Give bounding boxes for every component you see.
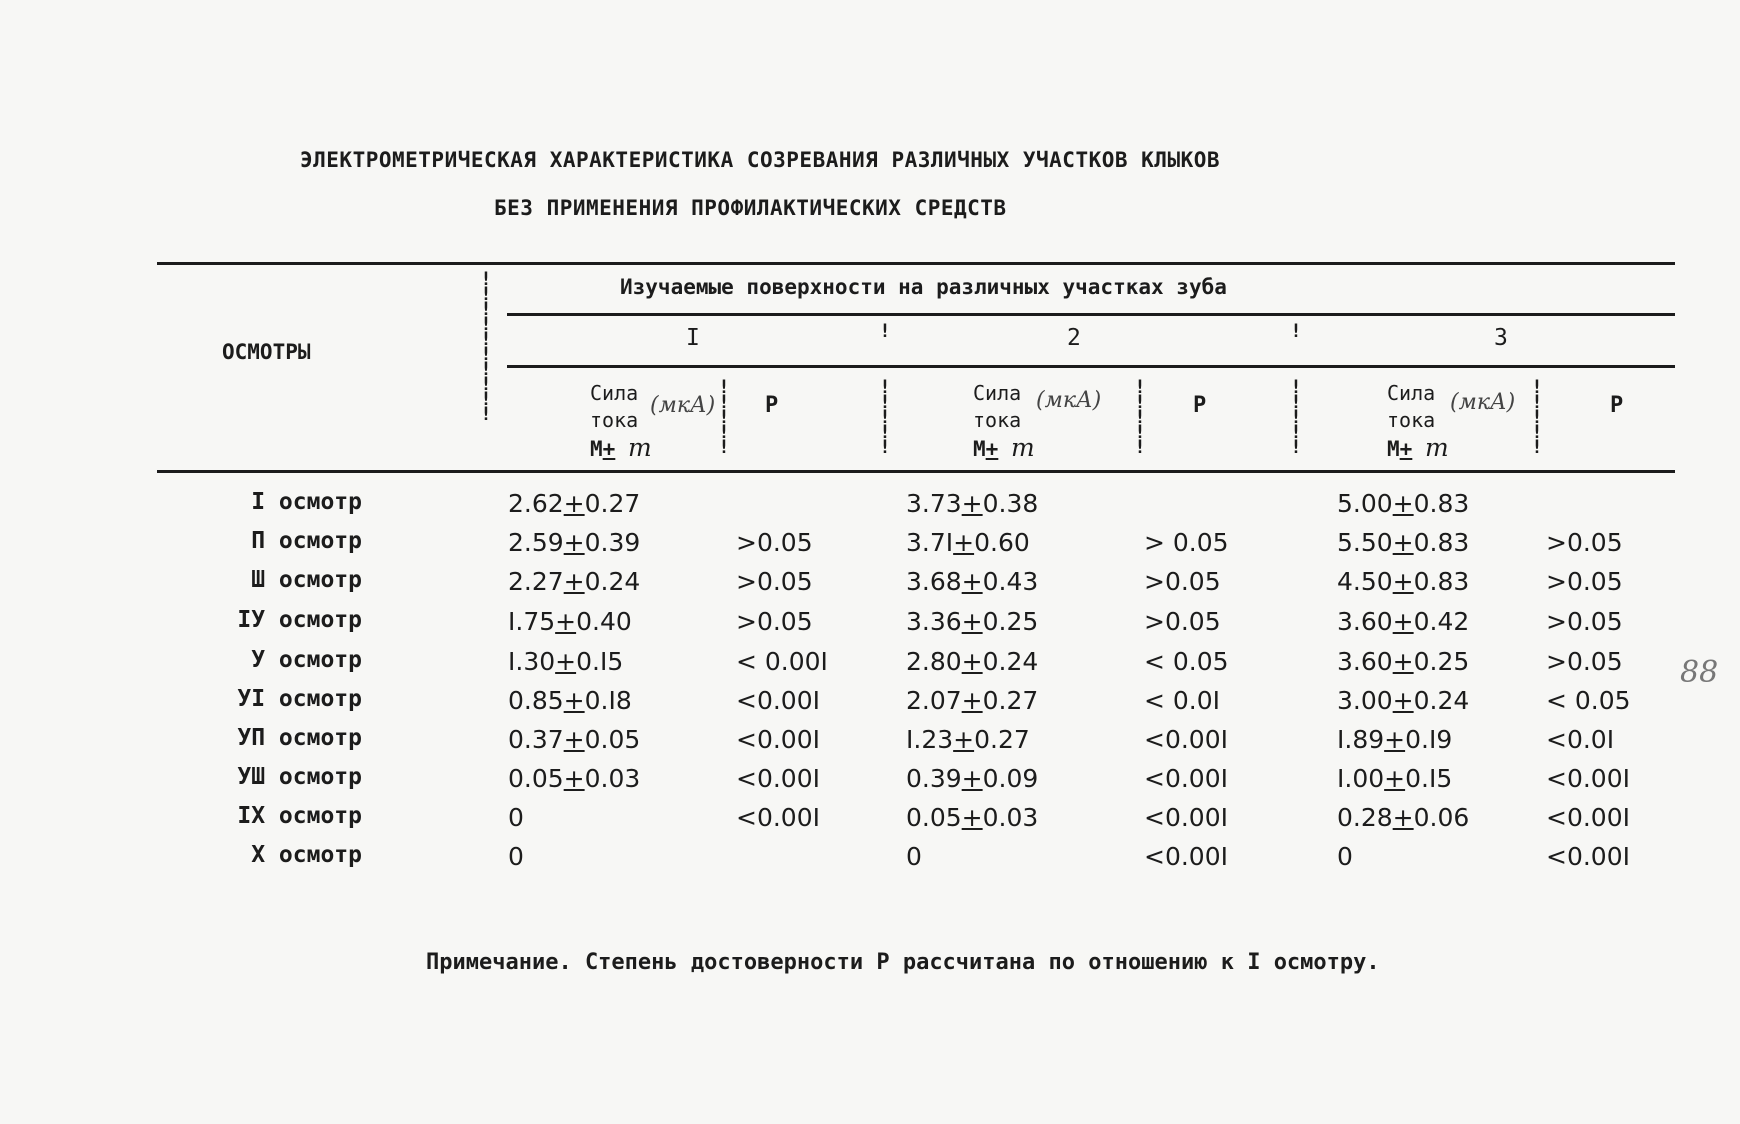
current-value-cell [906, 686, 1038, 715]
error-value: 0.25 [982, 607, 1039, 636]
plus-minus-sign: + [1392, 803, 1414, 832]
sila-toka-header: Сила тока [973, 381, 1022, 432]
margin-handwritten-mark: 88 [1680, 655, 1719, 690]
p-value-cell: <0.00I [1546, 842, 1630, 871]
column-separator: ! ! ! ! ! [718, 376, 730, 458]
error-value: 0.83 [1413, 489, 1470, 518]
column-separator: ! ! ! ! ! [1531, 376, 1543, 458]
mean-value: 2.62 [508, 489, 564, 518]
plus-minus-sign: + [563, 725, 585, 754]
mean-value: 0.05 [508, 764, 564, 793]
mean-value: I.89 [1337, 725, 1385, 754]
mean-value: I.75 [508, 607, 556, 636]
p-value-cell: <0.00I [1144, 725, 1228, 754]
p-value-cell: >0.05 [1546, 567, 1623, 596]
row-label: X осмотр [251, 842, 362, 868]
p-value-cell: >0.05 [1144, 567, 1221, 596]
plus-minus-sign: + [953, 528, 975, 557]
error-value: 0.24 [1413, 686, 1470, 715]
error-value: 0.27 [584, 489, 641, 518]
p-value-cell: <0.00I [1546, 764, 1630, 793]
unit-annotation: (мкА) [1036, 388, 1102, 413]
plus-minus-sign: + [555, 607, 577, 636]
table-footnote: Примечание. Степень достоверности Р рассчитана по отношению к I осмотру. [426, 950, 1380, 975]
plus-minus-sign: + [1384, 725, 1406, 754]
plus-minus-sign: + [961, 686, 983, 715]
error-value: 0.I5 [1405, 764, 1453, 793]
plus-minus-sign: + [1392, 489, 1414, 518]
error-value: 0.60 [974, 528, 1030, 557]
mean-value: 2.59 [508, 528, 564, 557]
sila-toka-header: Сила тока [590, 381, 639, 432]
p-column-header: Р [1193, 393, 1207, 418]
current-value-cell [906, 489, 1038, 518]
document-title-line2: БЕЗ ПРИМЕНЕНИЯ ПРОФИЛАКТИЧЕСКИХ СРЕДСТВ [494, 196, 1007, 220]
table-row [0, 686, 1740, 725]
plus-minus-sign: + [563, 567, 585, 596]
plus-minus-sign: + [953, 725, 975, 754]
row-label: IУ осмотр [237, 607, 362, 633]
mean-value: I.30 [508, 647, 556, 676]
current-value-cell [1337, 528, 1469, 557]
p-column-header: Р [1610, 393, 1624, 418]
document-title-line1: ЭЛЕКТРОМЕТРИЧЕСКАЯ ХАРАКТЕРИСТИКА СОЗРЕВАНИЯ РАЗЛИЧНЫХ УЧАСТКОВ КЛЫКОВ [300, 148, 1221, 172]
p-value-cell: < 0.05 [1144, 647, 1229, 676]
plus-minus-sign: + [563, 686, 585, 715]
plus-minus-sign: + [961, 764, 983, 793]
error-value: 0.38 [982, 489, 1039, 518]
row-label: У осмотр [251, 647, 362, 673]
plus-minus-sign: + [1392, 647, 1414, 676]
table-row [0, 725, 1740, 764]
column-separator: ! [879, 320, 891, 342]
mean-value: 3.7I [906, 528, 954, 557]
mean-value: 5.00 [1337, 489, 1393, 518]
current-value-cell [508, 842, 524, 871]
mean-value: 0 [508, 842, 524, 871]
current-value-cell [1337, 725, 1452, 754]
mean-error-header: М+ m [590, 433, 652, 462]
unit-annotation: (мкА) [1450, 390, 1516, 415]
error-value: 0.03 [982, 803, 1039, 832]
p-value-cell: <0.00I [736, 803, 820, 832]
plus-minus-sign: + [961, 647, 983, 676]
mean-value: I.00 [1337, 764, 1385, 793]
error-value: 0.I5 [576, 647, 624, 676]
unit-annotation: (мкА) [650, 393, 716, 418]
p-value-cell: > 0.05 [1144, 528, 1229, 557]
error-value: 0.I9 [1405, 725, 1453, 754]
sila-toka-header: Сила тока [1387, 381, 1436, 432]
mean-value: 3.68 [906, 567, 962, 596]
current-value-cell [508, 489, 640, 518]
table-rule-group [507, 313, 1675, 316]
p-value-cell: <0.00I [736, 686, 820, 715]
current-value-cell [906, 764, 1038, 793]
table-row [0, 489, 1740, 528]
mean-value: 2.07 [906, 686, 962, 715]
plus-minus-sign: + [961, 607, 983, 636]
current-value-cell [1337, 567, 1469, 596]
error-value: 0.27 [974, 725, 1030, 754]
p-value-cell: < 0.00I [736, 647, 828, 676]
current-value-cell [1337, 842, 1353, 871]
table-rule-subgroup [507, 365, 1675, 368]
plus-minus-sign: + [1392, 567, 1414, 596]
error-value: 0.40 [576, 607, 632, 636]
current-value-cell [906, 528, 1030, 557]
plus-minus-sign: + [563, 528, 585, 557]
row-label: УШ осмотр [237, 764, 362, 790]
p-value-cell: >0.05 [1546, 528, 1623, 557]
column-header-osmotry: ОСМОТРЫ [222, 340, 311, 364]
p-value-cell: >0.05 [1546, 647, 1623, 676]
mean-error-header: М+ m [973, 433, 1035, 462]
error-value: 0.42 [1413, 607, 1470, 636]
mean-value: 3.36 [906, 607, 962, 636]
current-value-cell [508, 567, 640, 596]
mean-value: 0.85 [508, 686, 564, 715]
row-label: УI осмотр [237, 686, 362, 712]
p-value-cell: >0.05 [736, 607, 813, 636]
row-label: П осмотр [251, 528, 362, 554]
p-value-cell: >0.05 [1144, 607, 1221, 636]
group-number-1: I [686, 325, 700, 351]
column-separator: ! ! ! ! ! [1290, 376, 1302, 458]
current-value-cell [1337, 489, 1469, 518]
current-value-cell [1337, 607, 1469, 636]
current-value-cell [508, 686, 632, 715]
mean-value: I.23 [906, 725, 954, 754]
p-value-cell: <0.00I [736, 725, 820, 754]
error-value: 0.24 [982, 647, 1039, 676]
mean-value: 0.28 [1337, 803, 1393, 832]
row-label: УП осмотр [237, 725, 362, 751]
mean-value: 3.00 [1337, 686, 1393, 715]
mean-value: 0.37 [508, 725, 564, 754]
error-value: 0.83 [1413, 567, 1470, 596]
p-value-cell: <0.00I [1144, 764, 1228, 793]
current-value-cell [508, 528, 640, 557]
current-value-cell [1337, 686, 1469, 715]
p-value-cell: <0.00I [1144, 803, 1228, 832]
error-value: 0.24 [584, 567, 641, 596]
error-value: 0.83 [1413, 528, 1470, 557]
plus-minus-sign: + [1392, 607, 1414, 636]
group-number-3: 3 [1494, 325, 1508, 351]
current-value-cell [508, 803, 524, 832]
current-value-cell [906, 842, 922, 871]
error-value: 0.09 [982, 764, 1039, 793]
table-row [0, 842, 1740, 881]
p-column-header: Р [765, 393, 779, 418]
table-row [0, 647, 1740, 686]
plus-minus-sign: + [961, 803, 983, 832]
current-value-cell [1337, 764, 1452, 793]
column-separator: ! ! ! ! ! [1134, 376, 1146, 458]
mean-value: 2.27 [508, 567, 564, 596]
current-value-cell [906, 725, 1030, 754]
current-value-cell [508, 725, 640, 754]
current-value-cell [906, 567, 1038, 596]
current-value-cell [508, 764, 640, 793]
mean-value: 5.50 [1337, 528, 1393, 557]
plus-minus-sign: + [1384, 764, 1406, 793]
table-row [0, 764, 1740, 803]
p-value-cell: >0.05 [736, 567, 813, 596]
mean-value: 3.60 [1337, 647, 1393, 676]
table-rule-header-bottom [157, 470, 1675, 473]
group-number-2: 2 [1067, 325, 1081, 351]
mean-value: 0.39 [906, 764, 962, 793]
plus-minus-sign: + [1392, 686, 1414, 715]
p-value-cell: < 0.05 [1546, 686, 1631, 715]
p-value-cell: < 0.0I [1144, 686, 1221, 715]
table-row [0, 803, 1740, 842]
column-separator: ! ! ! ! ! ! ! ! ! ! [480, 268, 492, 425]
current-value-cell [906, 647, 1038, 676]
p-value-cell: <0.00I [1144, 842, 1228, 871]
error-value: 0.39 [584, 528, 641, 557]
mean-value: 3.60 [1337, 607, 1393, 636]
error-value: 0.I8 [584, 686, 632, 715]
mean-value: 3.73 [906, 489, 962, 518]
mean-value: 0 [508, 803, 524, 832]
current-value-cell [1337, 803, 1469, 832]
p-value-cell: <0.00I [1546, 803, 1630, 832]
error-value: 0.06 [1413, 803, 1470, 832]
row-label: Ш осмотр [251, 567, 362, 593]
error-value: 0.27 [982, 686, 1039, 715]
p-value-cell: <0.00I [736, 764, 820, 793]
current-value-cell [906, 803, 1038, 832]
current-value-cell [508, 647, 623, 676]
table-row [0, 567, 1740, 606]
mean-error-header: М+ m [1387, 433, 1449, 462]
mean-value: 0.05 [906, 803, 962, 832]
mean-value: 2.80 [906, 647, 962, 676]
column-group-title: Изучаемые поверхности на различных участках зуба [620, 275, 1227, 299]
table-rule-top [157, 262, 1675, 265]
plus-minus-sign: + [1392, 528, 1414, 557]
row-label: I осмотр [251, 489, 362, 515]
plus-minus-sign: + [555, 647, 577, 676]
error-value: 0.43 [982, 567, 1039, 596]
mean-value: 4.50 [1337, 567, 1393, 596]
error-value: 0.25 [1413, 647, 1470, 676]
row-label: IX осмотр [237, 803, 362, 829]
plus-minus-sign: + [961, 567, 983, 596]
column-separator: ! [1290, 320, 1302, 342]
column-separator: ! ! ! ! ! [879, 376, 891, 458]
error-value: 0.05 [584, 725, 641, 754]
plus-minus-sign: + [563, 764, 585, 793]
current-value-cell [906, 607, 1038, 636]
mean-value: 0 [906, 842, 922, 871]
error-value: 0.03 [584, 764, 641, 793]
plus-minus-sign: + [563, 489, 585, 518]
plus-minus-sign: + [961, 489, 983, 518]
current-value-cell [1337, 647, 1469, 676]
p-value-cell: >0.05 [736, 528, 813, 557]
table-row [0, 607, 1740, 646]
current-value-cell [508, 607, 632, 636]
table-row [0, 528, 1740, 567]
p-value-cell: >0.05 [1546, 607, 1623, 636]
p-value-cell: <0.0I [1546, 725, 1615, 754]
mean-value: 0 [1337, 842, 1353, 871]
